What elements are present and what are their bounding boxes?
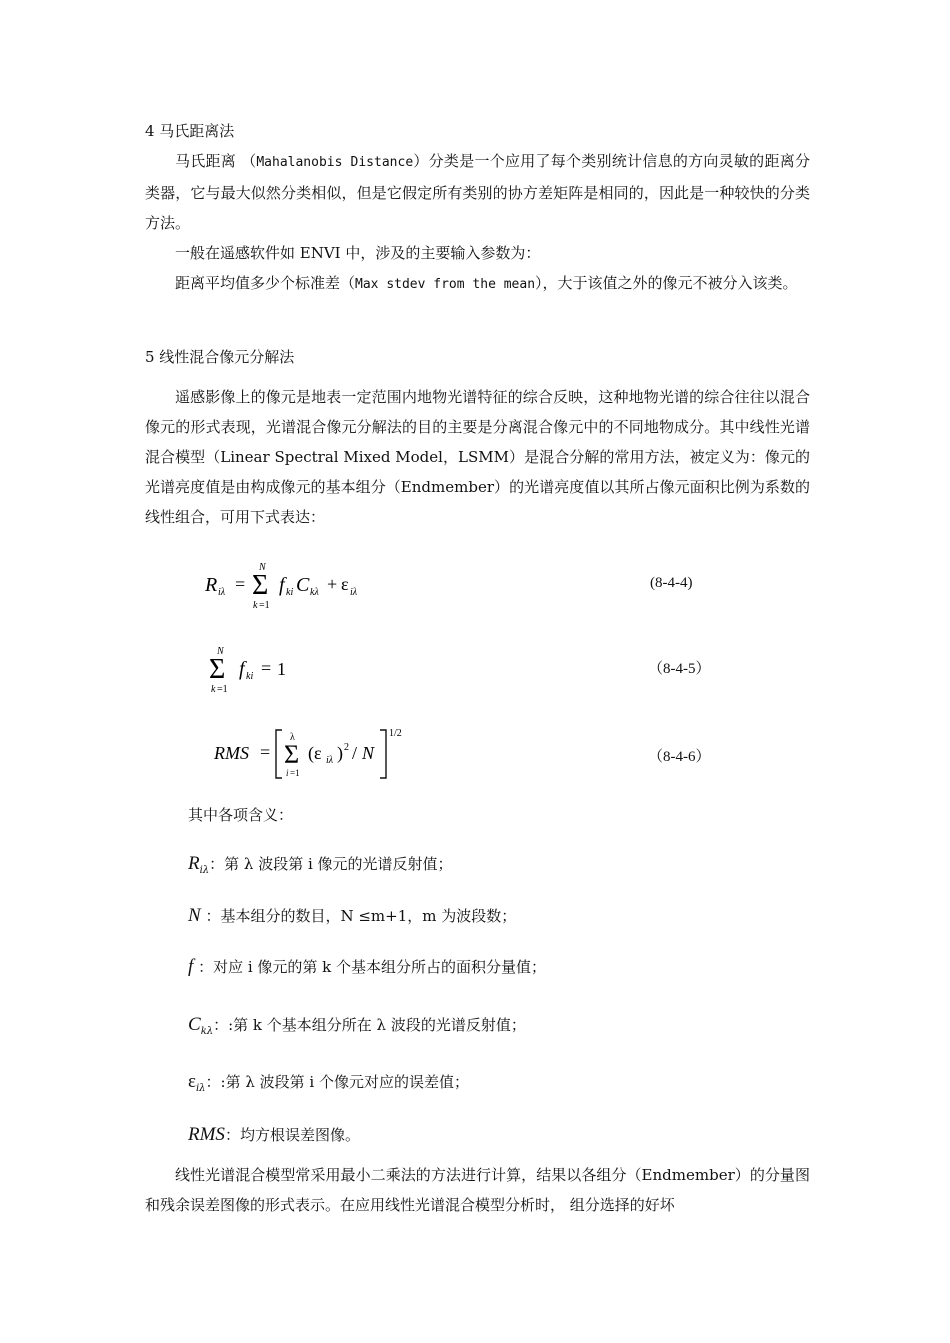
svg-text:Σ: Σ [209,654,226,685]
equation-number-1: (8-4-4) [650,575,693,591]
svg-text:Σ: Σ [252,570,269,601]
definition-f: f ：对应 i 像元的第 k 个基本组分所占的面积分量值； [188,956,547,977]
svg-text:ki: ki [246,671,254,682]
definition-c: $C_{k\lambda}$：:第 k 个基本组分所在 λ 波段的光谱反射值； [188,1014,526,1037]
section-5 [145,342,810,532]
svg-text:C: C [296,574,310,596]
definition-epsilon: $\varepsilon_{i\lambda}$：:第 λ 波段第 i 个像元对应的误差值； [188,1071,469,1094]
closing-paragraph: 线性光谱混合模型常采用最小二乘法的方法进行计算，结果以各组分（Endmember）的分量图和残余误差图像的形式表示。在应用线性光谱混合模型分析时， 组分选择的好坏 [145,1166,810,1214]
svg-text:2: 2 [344,742,349,753]
svg-text:k: k [211,684,216,695]
definition-rms: RMS：均方根误差图像。 [188,1124,360,1145]
svg-text:kλ: kλ [310,587,319,598]
svg-text:iλ: iλ [326,755,334,766]
svg-text:ki: ki [286,587,294,598]
svg-text:1: 1 [277,659,286,679]
section-5-heading: 5 线性混合像元分解法 [145,348,295,366]
svg-text:Σ: Σ [284,740,300,769]
definition-n: N ：基本组分的数目，N ≤m+1，m 为波段数； [188,905,517,926]
svg-text:N: N [362,743,375,763]
section-4 [145,116,810,300]
equation-8-4-5 [205,642,325,698]
svg-text:iλ: iλ [350,587,358,598]
svg-text:/: / [352,743,358,763]
svg-text:N: N [217,646,224,657]
section-4-paragraph-2: 一般在遥感软件如 ENVI 中，涉及的主要输入参数为： [175,244,541,262]
section-4-paragraph-1: 马氏距离 （Mahalanobis Distance）分类是一个应用了每个类别统计信息的方向灵敏的距离分类器，它与最大似然分类相似，但是它假定所有类别的协方差矩阵是相同的，因此是一种较快的分类方法。 [145,152,810,232]
svg-text:ε: ε [341,574,349,594]
equation-number-3: （8-4-6） [648,749,711,765]
svg-text:=: = [260,742,271,762]
section-4-heading: 4 马氏距离法 [145,122,235,140]
svg-text:=: = [261,658,272,678]
svg-text:): ) [337,743,343,763]
svg-text:f: f [279,574,285,596]
svg-text:=1: =1 [290,768,300,778]
svg-text:=1: =1 [217,684,228,695]
section-4-paragraph-3: 距离平均值多少个标准差（Max stdev from the mean），大于该值之外的像元不被分入该类。 [175,274,798,292]
svg-text:i: i [286,768,289,778]
definitions-intro: 其中各项含义： [188,806,294,824]
equation-number-2: （8-4-5） [648,661,711,677]
svg-text:k: k [253,600,258,611]
svg-text:N: N [259,562,266,573]
svg-text:iλ: iλ [218,587,226,598]
svg-text:1/2: 1/2 [389,728,402,739]
svg-text:RMS: RMS [214,743,249,763]
equation-8-4-4 [195,558,395,614]
equation-8-4-6 [210,722,420,784]
svg-text:=1: =1 [259,600,270,611]
closing-section [145,1160,810,1220]
svg-text:=: = [235,574,246,594]
svg-text:R: R [205,574,218,596]
svg-text:f: f [239,658,245,680]
svg-text:(ε: (ε [308,743,322,763]
svg-text:λ: λ [290,732,295,743]
section-5-paragraph-1: 遥感影像上的像元是地表一定范围内地物光谱特征的综合反映，这种地物光谱的综合往往以混合像元的形式表现，光谱混合像元分解法的目的主要是分离混合像元中的不同地物成分。其中线性光谱混合模型（Linear Spectral Mixed Model，LSMM）是混合分解的常用方法，被定义为：像元的光谱亮度值是由构成像元的基本组分（Endmember）的光谱亮度值以其所占像元面积比例为系数的线性组合，可用下式表达： [145,388,810,526]
definition-r: $R_{i\lambda}$：第 λ 波段第 i 像元的光谱反射值； [188,853,453,876]
svg-text:+: + [327,574,338,594]
